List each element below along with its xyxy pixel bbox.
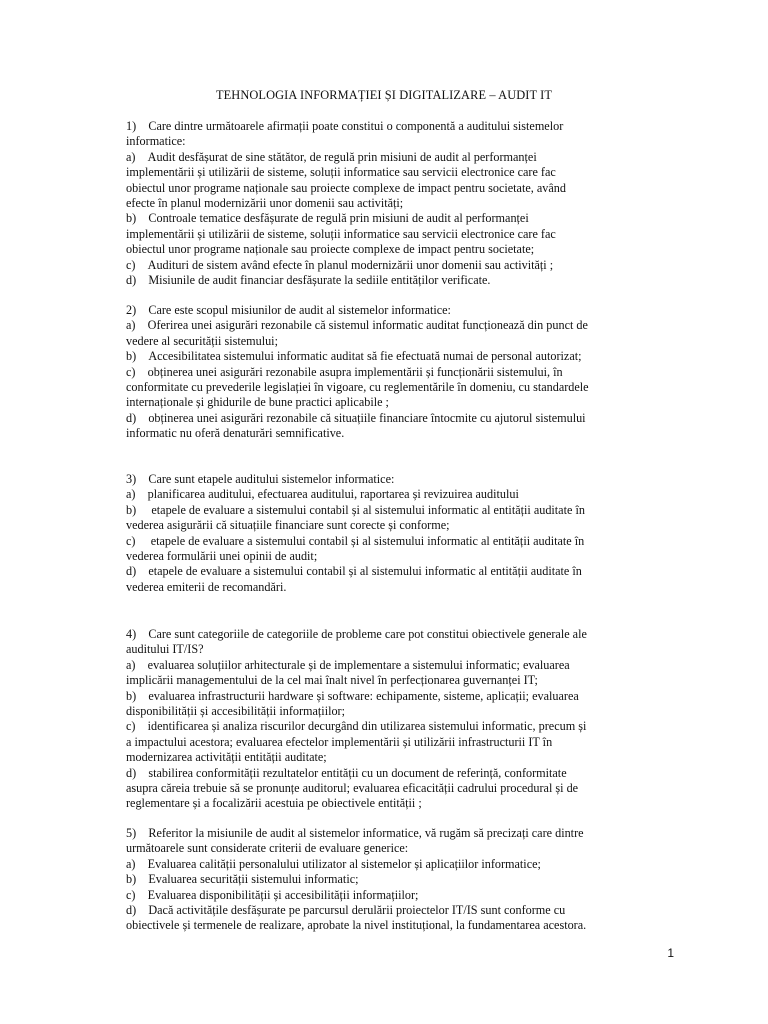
answer-line: reglementare și a focalizării acestuia pe obiectivele entității ; [126,796,422,811]
answer-line: vedere al securității sistemului; [126,333,278,348]
answer-line: d) stabilirea conformității rezultatelor entității cu un document de referință, conformitate [126,765,567,780]
answer-line: implementării și utilizării de sisteme, soluții informatice sau servicii electronice care fac [126,226,556,241]
answer-line: conformitate cu prevederile legislației în vigoare, cu reglementările în domeniu, cu standardele [126,379,589,394]
answer-line: vederea asigurării că situațiile financiare sunt corecte și conforme; [126,518,450,533]
answer-line: b) Evaluarea securității sistemului informatic; [126,872,359,887]
answer-line: a) evaluarea soluțiilor arhitecturale și de implementare a sistemului informatic; evaluarea [126,657,570,672]
answer-line: a) Oferirea unei asigurări rezonabile că sistemul informatic auditat funcționează din punct de [126,318,588,333]
answer-line: a) Audit desfășurat de sine stătător, de regulă prin misiuni de audit al performanței [126,149,537,164]
question-line: următoarele sunt considerate criterii de evaluare generice: [126,841,409,856]
question-1 [126,119,642,288]
answer-line: d) Misiunile de audit financiar desfășurate la sediile entităților verificate. [126,272,491,287]
answer-line: a impactului acestora; evaluarea efectelor implementării și utilizării infrastructurii IT în [126,734,553,749]
question-4 [126,627,642,812]
answer-line: internaționale și ghidurile de bune practici aplicabile ; [126,395,389,410]
page-number: 1 [667,946,674,960]
answer-line: vederea emiterii de recomandări. [126,579,287,594]
answer-line: b) Controale tematice desfășurate de regulă prin misiuni de audit al performanței [126,211,529,226]
document-title: TEHNOLOGIA INFORMAȚIEI ȘI DIGITALIZARE – AUDIT IT [215,88,553,102]
answer-line: informatic nu oferă denaturări semnificative. [126,426,345,441]
question-line: 3) Care sunt etapele auditului sistemelor informatice: [126,472,395,486]
question-line: auditului IT/IS? [126,642,204,657]
answer-line: c) obținerea unei asigurări rezonabile asupra implementării și funcționării sistemului, în [126,364,563,379]
answer-line: b) evaluarea infrastructurii hardware și software: echipamente, sisteme, aplicații; evaluarea [126,688,579,703]
question-line: 2) Care este scopul misiunilor de audit al sistemelor informatice: [126,303,451,317]
answer-line: b) Accesibilitatea sistemului informatic auditat să fie efectuată numai de personal autorizat; [126,349,582,364]
answer-line: efecte în planul modernizării unor domenii sau activități; [126,195,404,210]
question-line: 5) Referitor la misiunile de audit al sistemelor informatice, vă rugăm să precizați care dintre [126,826,584,840]
question-line: 4) Care sunt categoriile de categoriile de probleme care pot constitui obiectivele generale ale [126,627,587,641]
answer-line: obiectul unor programe naționale sau proiecte complexe de impact pentru societate, având [126,180,566,195]
answer-line: c) identificarea și analiza riscurilor decurgând din utilizarea sistemului informatic, precum și [126,719,587,734]
question-5 [126,826,642,934]
answer-line: vederea formulării unei opinii de audit; [126,548,318,563]
answer-line: modernizarea activității entității auditate; [126,750,327,765]
answer-line: b) etapele de evaluare a sistemului contabil și al sistemului informatic al entității auditate în [126,502,585,517]
answer-line: obiectivele și termenele de realizare, aprobate la nivel instituțional, la fundamentarea acestora. [126,918,587,933]
answer-line: asupra căreia trebuie să se pronunțe auditorul; evaluarea eficacității cadrului procedural și de [126,780,579,795]
answer-line: a) Evaluarea calității personalului utilizator al sistemelor și aplicațiilor informatice; [126,856,541,871]
question-line: 1) Care dintre următoarele afirmații poate constitui o componentă a auditului sistemelor [126,119,564,133]
answer-line: d) etapele de evaluare a sistemului contabil și al sistemului informatic al entității auditate în [126,564,582,579]
answer-line: d) Dacă activitățile desfășurate pe parcursul derulării proiectelor IT/IS sunt conforme cu [126,902,566,917]
question-line: informatice: [126,134,186,149]
question-2 [126,303,642,442]
answer-line: implicării managementului de la cel mai înalt nivel în perfecționarea guvernanței IT; [126,673,538,688]
question-3 [126,472,642,595]
answer-line: c) Evaluarea disponibilității și accesibilității informațiilor; [126,887,419,902]
answer-line: disponibilității și accesibilității informațiilor; [126,703,346,718]
answer-line: c) etapele de evaluare a sistemului contabil și al sistemului informatic al entității auditate în [126,533,585,548]
answer-line: implementării și utilizării de sisteme, soluții informatice sau servicii electronice care fac [126,165,556,180]
answer-line: a) planificarea auditului, efectuarea auditului, raportarea și revizuirea auditului [126,487,519,502]
answer-line: obiectul unor programe naționale sau proiecte complexe de impact pentru societate; [126,242,535,257]
answer-line: d) obținerea unei asigurări rezonabile că situațiile financiare întocmite cu ajutorul sistemului [126,410,586,425]
answer-line: c) Audituri de sistem având efecte în planul modernizării unor domenii sau activități ; [126,257,554,272]
